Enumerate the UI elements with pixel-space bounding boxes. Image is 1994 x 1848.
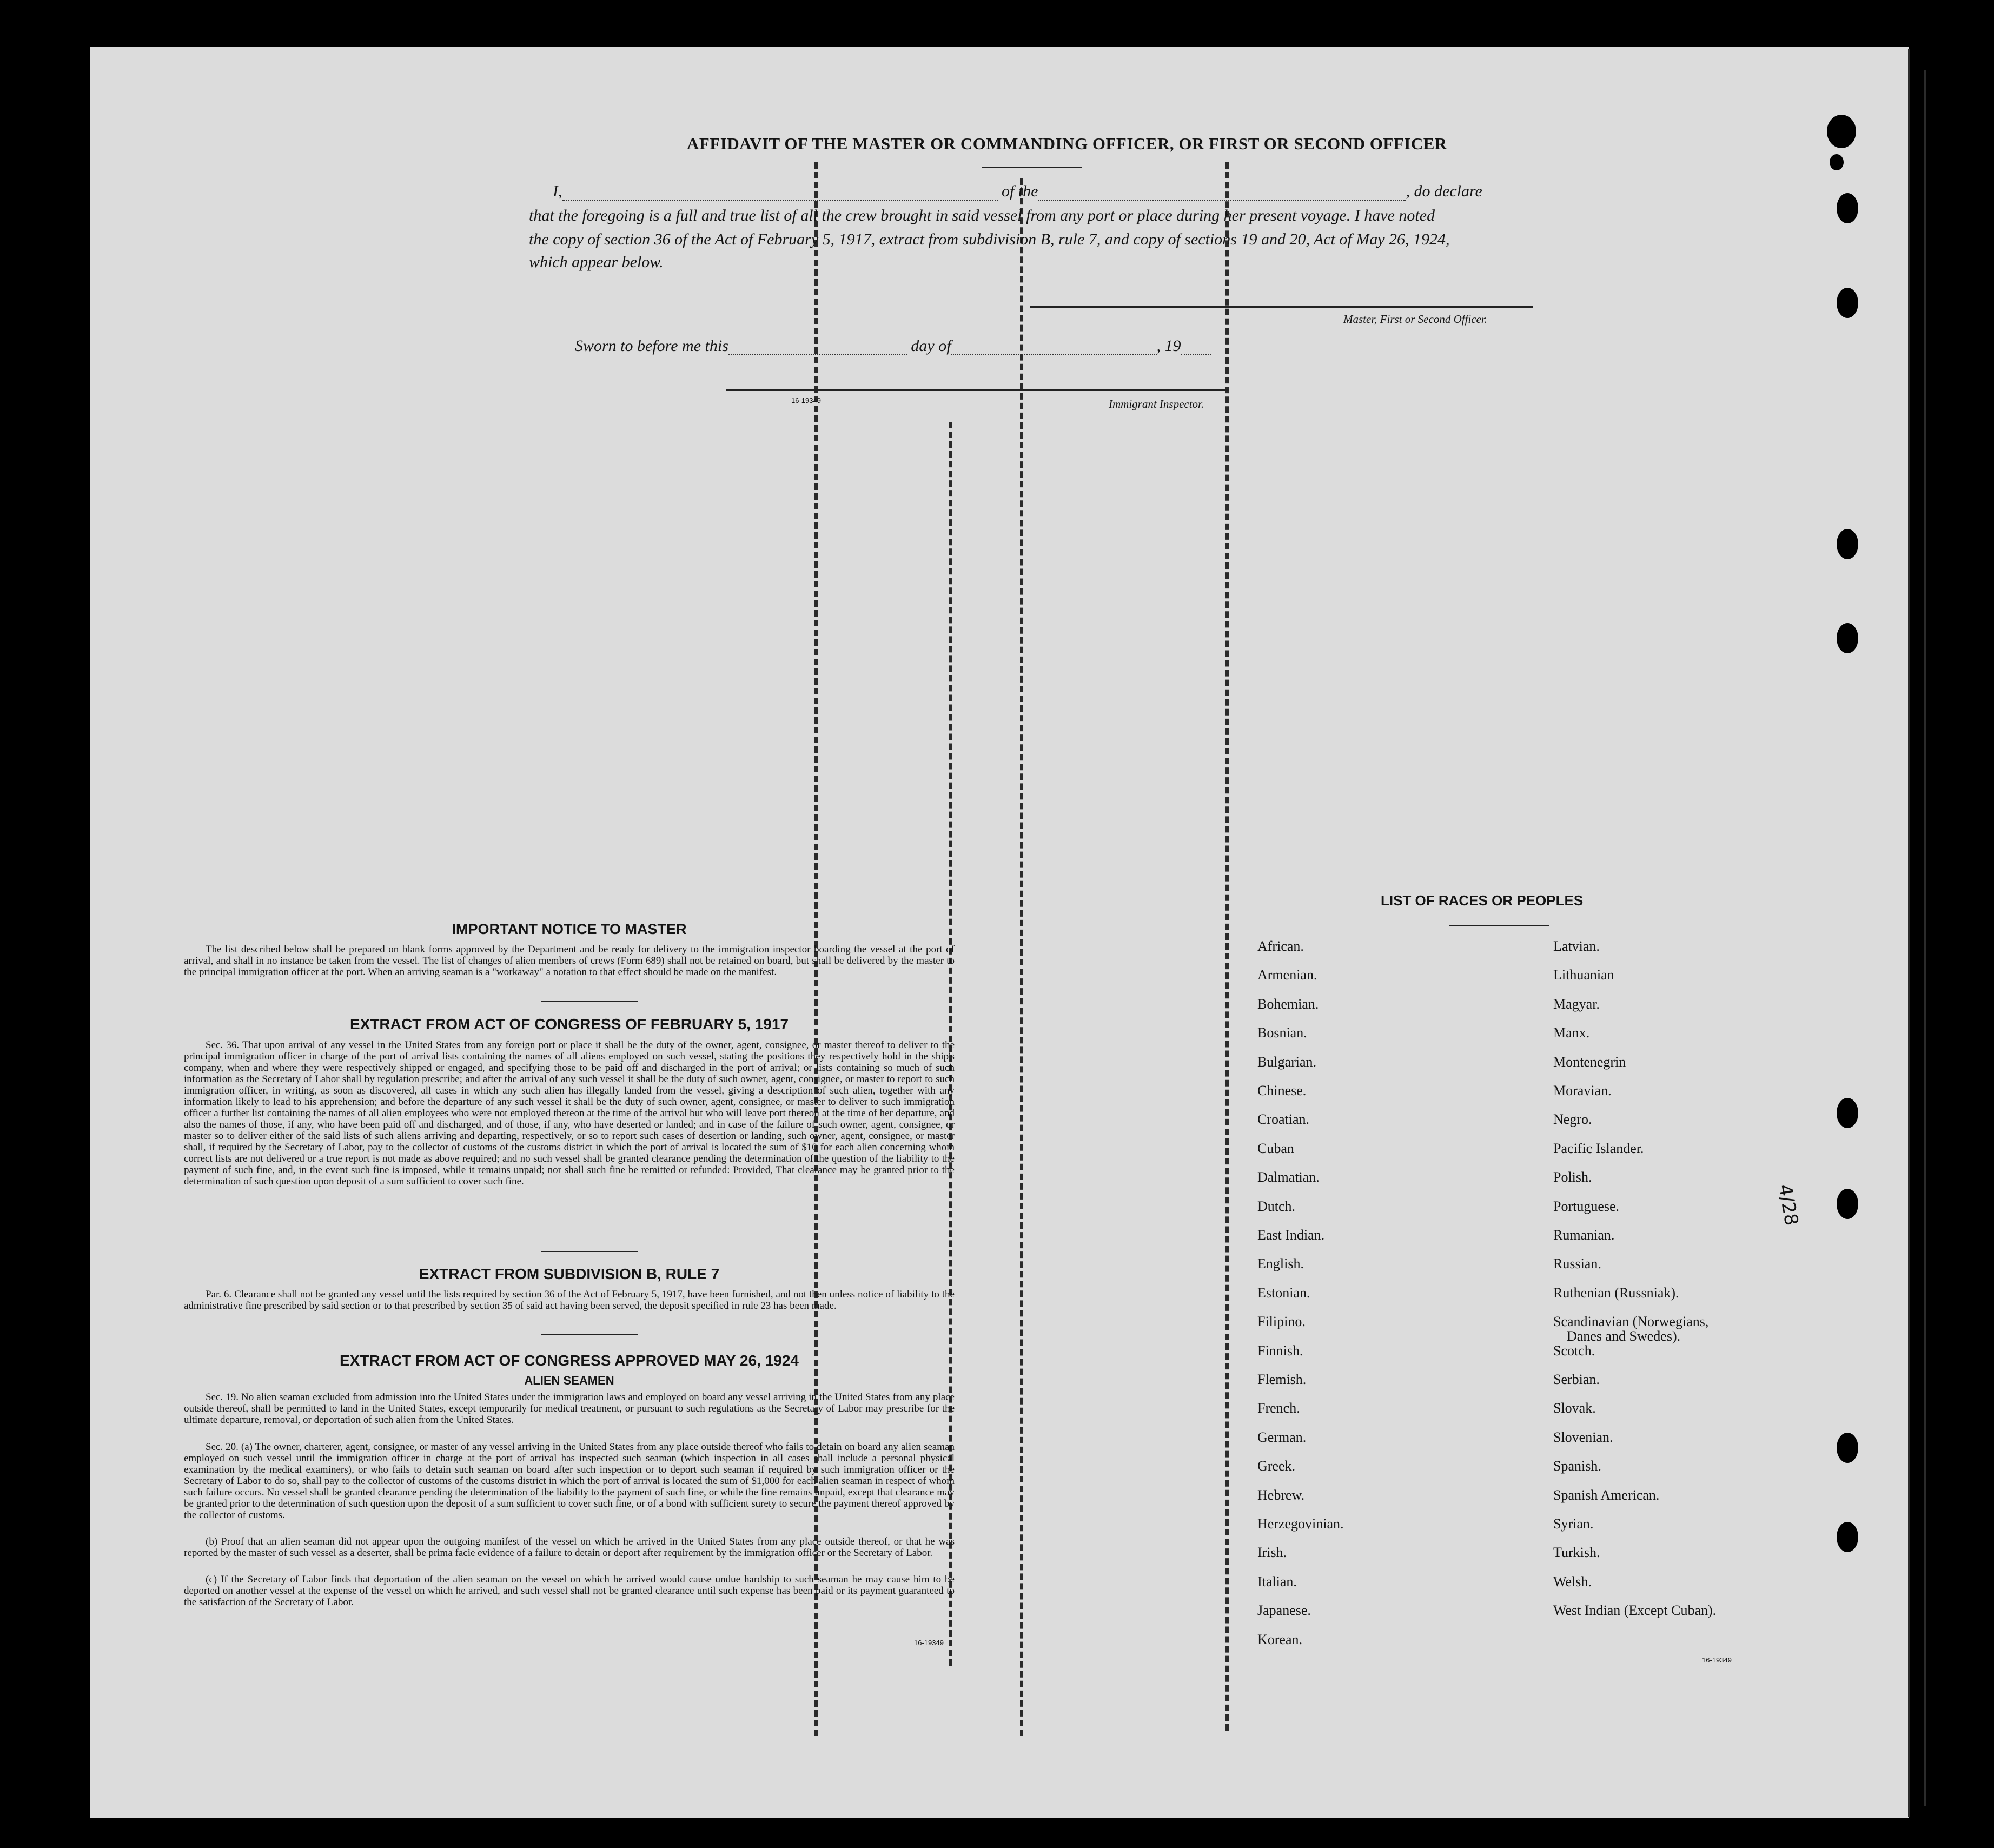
year-prefix: , 19 bbox=[1156, 337, 1181, 355]
form-number: 16-19349 bbox=[914, 1639, 944, 1647]
section-rule bbox=[541, 1251, 638, 1252]
race-item: Rumanian. bbox=[1553, 1227, 1615, 1243]
punch-hole bbox=[1830, 154, 1844, 170]
race-item: Welsh. bbox=[1553, 1573, 1592, 1589]
vessel-blank[interactable] bbox=[1038, 186, 1406, 201]
form-number: 16-19349 bbox=[791, 396, 821, 405]
race-item: Korean. bbox=[1257, 1631, 1303, 1647]
affidavit-declare: , do declare bbox=[1406, 182, 1482, 200]
race-item: Bosnian. bbox=[1257, 1025, 1307, 1041]
sworn-text: Sworn to before me this bbox=[575, 337, 728, 355]
race-item: Scandinavian (Norwegians, bbox=[1553, 1314, 1709, 1330]
race-item: Bohemian. bbox=[1257, 996, 1319, 1012]
races-title-rule bbox=[1449, 925, 1549, 926]
section-rule bbox=[541, 1334, 638, 1335]
race-item: Pacific Islander. bbox=[1553, 1140, 1644, 1156]
race-item: Negro. bbox=[1553, 1111, 1592, 1128]
bleed-through-marks bbox=[1225, 162, 1232, 1731]
punch-hole bbox=[1837, 623, 1858, 653]
sworn-line bbox=[575, 337, 1211, 355]
race-item: French. bbox=[1257, 1400, 1300, 1416]
master-signature-line[interactable] bbox=[1030, 306, 1533, 308]
affidavit-line2: that the foregoing is a full and true list of all the crew brought in said vessel from any port or place during her present voyage. I have noted bbox=[529, 207, 1435, 224]
race-item: Magyar. bbox=[1553, 996, 1600, 1012]
subdivision-b-title: EXTRACT FROM SUBDIVISION B, RULE 7 bbox=[419, 1266, 720, 1282]
punch-hole bbox=[1837, 1522, 1858, 1552]
races-title: LIST OF RACES OR PEOPLES bbox=[1381, 892, 1584, 909]
race-item: Serbian. bbox=[1553, 1372, 1600, 1387]
bleed-through-marks bbox=[1020, 178, 1026, 1736]
race-item: Danes and Swedes). bbox=[1567, 1328, 1681, 1344]
race-item: Herzegovinian. bbox=[1257, 1516, 1344, 1532]
punch-hole bbox=[1837, 1098, 1858, 1128]
race-item: Irish. bbox=[1257, 1545, 1287, 1561]
alien-seamen-subtitle: ALIEN SEAMEN bbox=[524, 1374, 614, 1387]
form-number: 16-19349 bbox=[1702, 1656, 1732, 1664]
race-item: Flemish. bbox=[1257, 1372, 1307, 1387]
month-blank[interactable] bbox=[951, 340, 1157, 355]
race-item: Lithuanian bbox=[1553, 967, 1614, 983]
race-item: Dutch. bbox=[1257, 1198, 1296, 1214]
race-item: Dalmatian. bbox=[1257, 1169, 1320, 1185]
punch-hole bbox=[1837, 1433, 1858, 1463]
year-blank[interactable] bbox=[1181, 340, 1211, 355]
race-item: Hebrew. bbox=[1257, 1487, 1305, 1503]
handwritten-note: 4/28 bbox=[1773, 1182, 1803, 1228]
day-blank[interactable] bbox=[728, 340, 907, 355]
extract-1924-title: EXTRACT FROM ACT OF CONGRESS APPROVED MAY 26, 1924 bbox=[340, 1352, 799, 1369]
race-item: Estonian. bbox=[1257, 1284, 1310, 1301]
race-item: Syrian. bbox=[1553, 1516, 1594, 1532]
race-item: English. bbox=[1257, 1256, 1304, 1272]
race-item: Polish. bbox=[1553, 1169, 1592, 1185]
edge-line bbox=[1908, 49, 1910, 1817]
extract-1917-title: EXTRACT FROM ACT OF CONGRESS OF FEBRUARY 5, 1917 bbox=[349, 1016, 789, 1032]
notice-title: IMPORTANT NOTICE TO MASTER bbox=[452, 921, 687, 937]
sec19-body: Sec. 19. No alien seaman excluded from admission into the United States under the immigration laws and employed on board any vessel arriving in the United States from any place outside thereof, shall be permitted to land in the United States, except temporarily for medical treatment, or pursuant to such regulations as the Secretary of Labor may prescribe for the ultimate departure, removal, or deportation of such alien from the United States. bbox=[184, 1392, 955, 1426]
race-item: Portuguese. bbox=[1553, 1198, 1620, 1214]
name-blank[interactable] bbox=[562, 186, 998, 201]
affidavit-line4: which appear below. bbox=[529, 253, 664, 271]
race-item: Croatian. bbox=[1257, 1111, 1310, 1128]
punch-hole bbox=[1837, 288, 1858, 318]
inspector-signature-line[interactable] bbox=[726, 389, 1229, 391]
race-item: Scotch. bbox=[1553, 1342, 1595, 1359]
sec20c-body: (c) If the Secretary of Labor finds that deportation of the alien seaman on the vessel on which he arrived would cause undue hardship to such seaman he may cause him to be deported on another vessel at the expense of the vessel on which he arrived, and such vessel shall not be granted clearance until such expense has been paid or its payment guaranteed to the satisfaction of the Secretary of Labor. bbox=[184, 1574, 955, 1608]
race-item: African. bbox=[1257, 938, 1304, 954]
race-item: Russian. bbox=[1553, 1256, 1601, 1272]
race-item: West Indian (Except Cuban). bbox=[1553, 1602, 1717, 1619]
race-item: Ruthenian (Russniak). bbox=[1553, 1284, 1679, 1301]
race-item: Armenian. bbox=[1257, 967, 1317, 983]
edge-line bbox=[1924, 70, 1926, 1806]
affidavit-line1 bbox=[553, 182, 1482, 201]
notice-body: The list described below shall be prepared on blank forms approved by the Department and be ready for delivery to the immigration inspector boarding the vessel at the port of arrival, and shall in no instance be taken from the vessel. The list of changes of alien members of crews (Form 689) shall not be retained on board, but shall be delivered by the master to the principal immigration officer at the port. When an arriving seaman is a "workaway" a notation to that effect should be made on the manifest. bbox=[184, 944, 955, 978]
race-item: Chinese. bbox=[1257, 1083, 1307, 1098]
race-item: Greek. bbox=[1257, 1458, 1296, 1474]
subdivision-b-body: Par. 6. Clearance shall not be granted any vessel until the lists required by section 36 of the Act of February 5, 1917, have been furnished, and not then unless notice of liability to the administrative fine prescribed by said section or to that prescribed by section 35 of said act having been served, the deposit specified in rule 23 has been made. bbox=[184, 1289, 955, 1312]
punch-hole bbox=[1837, 529, 1858, 559]
race-item: Spanish American. bbox=[1553, 1487, 1660, 1503]
race-item: Cuban bbox=[1257, 1140, 1294, 1156]
day-of-text: day of bbox=[911, 337, 951, 355]
race-item: Latvian. bbox=[1553, 938, 1600, 954]
race-item: Spanish. bbox=[1553, 1458, 1601, 1474]
race-item: Finnish. bbox=[1257, 1342, 1303, 1359]
race-item: East Indian. bbox=[1257, 1227, 1325, 1243]
race-item: Slovenian. bbox=[1553, 1429, 1613, 1445]
inspector-caption: Immigrant Inspector. bbox=[1109, 398, 1204, 410]
race-item: Japanese. bbox=[1257, 1602, 1311, 1619]
race-item: Montenegrin bbox=[1553, 1054, 1626, 1070]
master-caption: Master, First or Second Officer. bbox=[1343, 313, 1487, 326]
affidavit-line3: the copy of section 36 of the Act of February 5, 1917, extract from subdivision B, rule 7, and copy of sections 19 and 20, Act of May 26, 1924, bbox=[529, 230, 1450, 248]
affidavit-of-the: of the bbox=[1002, 182, 1038, 200]
race-item: Filipino. bbox=[1257, 1314, 1306, 1330]
affidavit-title: AFFIDAVIT OF THE MASTER OR COMMANDING OFFICER, OR FIRST OR SECOND OFFICER bbox=[687, 134, 1447, 153]
race-item: Bulgarian. bbox=[1257, 1054, 1317, 1070]
punch-hole bbox=[1837, 1189, 1858, 1219]
sec20a-body: Sec. 20. (a) The owner, charterer, agent, consignee, or master of any vessel arriving in the United States from any place outside thereof who fails to detain on board any alien seaman employed on such vessel until the immigration officer in charge at the port of arrival has inspected such seaman (which inspection in all cases shall include a personal physical examination by the medical examiners), or who fails to detain such seaman on board after such inspection or to deport such seaman if required by such immigration officer or the Secretary of Labor to do so, shall pay to the collector of customs of the customs district in which the port of arrival is located the sum of $1,000 for each alien seaman in respect of whom such failure occurs. No vessel shall be granted clearance pending the determination of the liability to the payment of such fine, or while the fine remains unpaid, except that clearance may be granted prior to the determination of such question upon the deposit of a sum sufficient to cover such fine, or of a bond with sufficient surety to secure the payment thereof approved by the collector of customs. bbox=[184, 1441, 955, 1521]
punch-hole bbox=[1837, 193, 1858, 223]
section-rule bbox=[541, 1001, 638, 1002]
sec20b-body: (b) Proof that an alien seaman did not appear upon the outgoing manifest of the vessel on which he arrived in the United States from any place outside thereof, or that he was reported by the master of such vessel as a deserter, shall be prima facie evidence of a failure to detain or deport after requirement by the immigration officer or the Secretary of Labor. bbox=[184, 1536, 955, 1559]
title-rule bbox=[982, 167, 1082, 168]
extract-1917-body: Sec. 36. That upon arrival of any vessel in the United States from any foreign port or place it shall be the duty of the owner, agent, consignee, or master thereof to deliver to the principal immigration officer in charge of the port of arrival lists containing the names of all aliens employed on such vessel, stating the positions they respectively hold in the ship's company, when and where they were respectively shipped or engaged, and specifying those to be paid off and discharged in the port of arrival; or lists containing so much of such information as the Secretary of Labor shall by regulation prescribe; and after the arrival of any such vessel it shall be the duty of such owner, agent, consignee, or master to report to such immigration officer, in writing, as soon as discovered, all cases in which any such alien has illegally landed from the vessel, giving a description of such alien, together with any information likely to lead to his apprehension; and before the departure of any such vessel it shall be the duty of such owner, agent, consignee, or master to deliver to such immigration officer a further list containing the names of all alien employees who were not employed thereon at the time of the arrival but who will leave port thereon at the time of her departure, and also the names of those, if any, who have been paid off and discharged, and of those, if any, who have deserted or landed; and in case of the failure of such owner, agent, consignee, or master so to deliver either of the said lists of such aliens arriving and departing, respectively, or so to report such cases of desertion or landing, such owner, agent, consignee, or master shall, if required by the Secretary of Labor, pay to the collector of customs of the customs district in which the port of arrival is located the sum of $10 for each alien concerning whom correct lists are not delivered or a true report is not made as above required; and no such vessel shall be granted clearance pending the determination of the question of the liability to the payment of such fine, and, in the event such fine is imposed, while it remains unpaid; nor shall such fine be remitted or refunded: Provided, That clearance may be granted prior to the determination of such question upon deposit of a sum sufficient to cover such fine. bbox=[184, 1039, 955, 1187]
race-item: Italian. bbox=[1257, 1573, 1297, 1589]
race-item: Slovak. bbox=[1553, 1400, 1596, 1416]
race-item: Turkish. bbox=[1553, 1545, 1600, 1561]
race-item: Moravian. bbox=[1553, 1083, 1612, 1098]
race-item: German. bbox=[1257, 1429, 1307, 1445]
punch-hole bbox=[1827, 115, 1856, 148]
affidavit-i: I, bbox=[553, 182, 562, 200]
race-item: Manx. bbox=[1553, 1025, 1590, 1041]
